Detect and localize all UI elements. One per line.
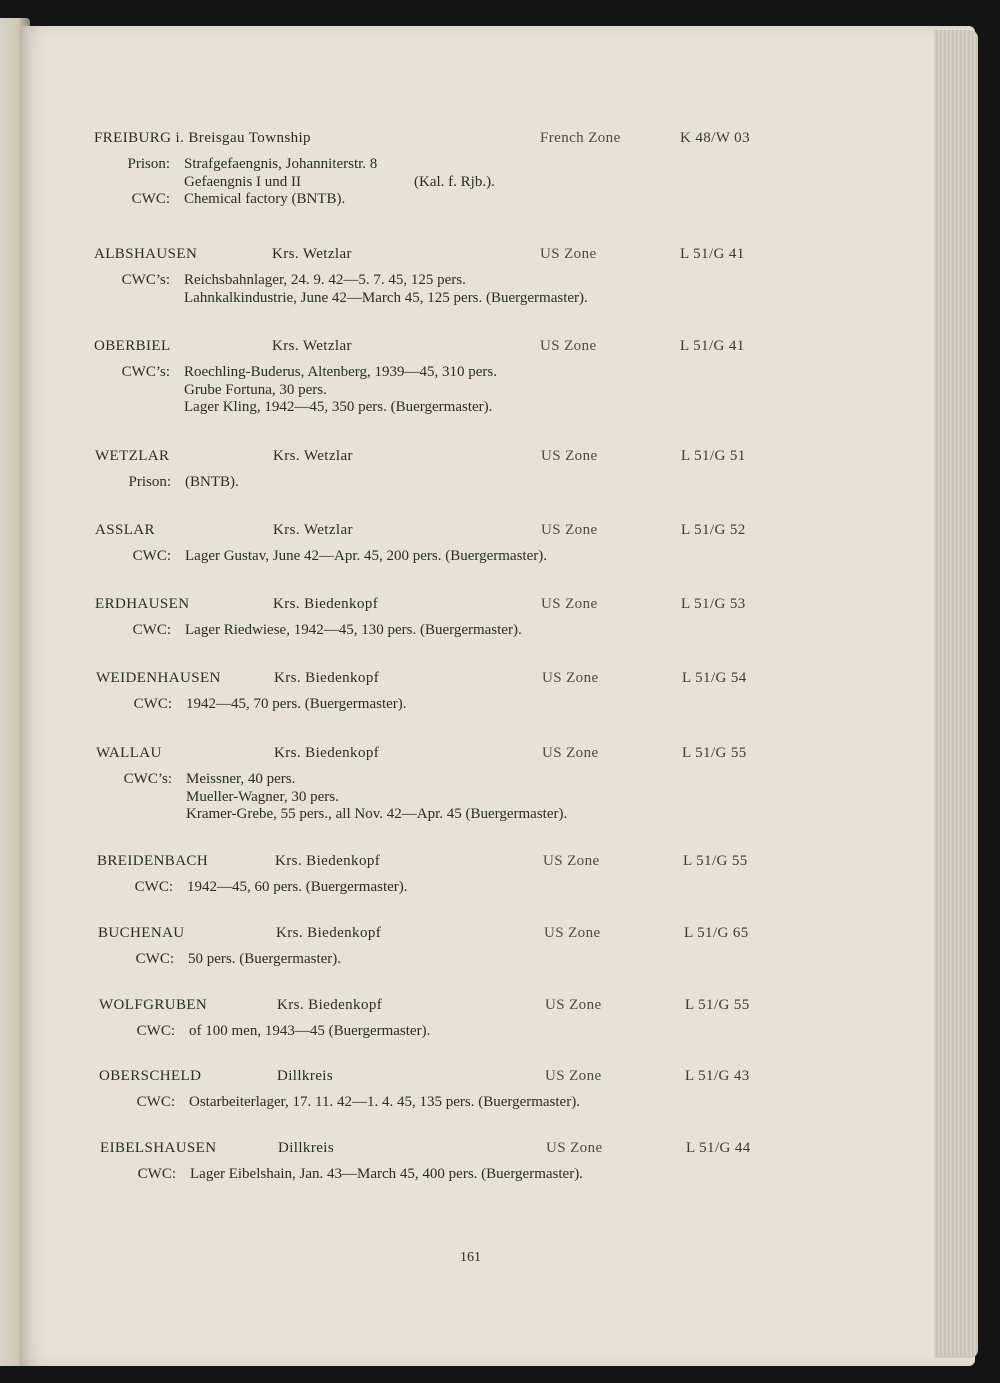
zone-label: US Zone [542, 670, 599, 686]
entry-text: Gefaengnis I und II [184, 173, 302, 190]
entry-text: Mueller-Wagner, 30 pers. [186, 788, 339, 805]
entry-text: Lager Kling, 1942—45, 350 pers. (Buergermaster). [184, 399, 493, 415]
entry-text: Reichsbahnlager, 24. 9. 42—5. 7. 45, 125 pers. [184, 272, 466, 288]
district-name: Krs. Wetzlar [273, 448, 353, 464]
zone-label: US Zone [540, 246, 597, 262]
zone-label: French Zone [540, 130, 621, 146]
zone-label: US Zone [546, 1140, 603, 1156]
entry-label: CWC’s: [121, 272, 170, 288]
entry-text: (BNTB). [185, 474, 239, 490]
map-coordinate: L 51/G 44 [686, 1140, 751, 1156]
page-number: 161 [460, 1250, 481, 1265]
town-name: WEIDENHAUSEN [96, 670, 221, 686]
entry-text: 1942—45, 60 pers. (Buergermaster). [187, 879, 408, 895]
entry-text: Chemical factory (BNTB). [184, 191, 346, 207]
zone-label: US Zone [541, 448, 598, 464]
entry-label: Prison: [128, 474, 171, 490]
entry-text: 50 pers. (Buergermaster). [188, 951, 342, 967]
district-name: Dillkreis [277, 1068, 334, 1084]
zone-label: US Zone [545, 997, 602, 1013]
map-coordinate: L 51/G 55 [682, 745, 747, 761]
town-name: ERDHAUSEN [95, 596, 190, 612]
entry-label: CWC: [137, 1166, 176, 1182]
entry-label: CWC: [134, 879, 173, 895]
district-name: Krs. Wetzlar [273, 522, 353, 538]
map-coordinate: L 51/G 43 [685, 1068, 750, 1084]
town-name: EIBELSHAUSEN [100, 1140, 217, 1156]
map-coordinate: L 51/G 65 [684, 925, 749, 941]
zone-label: US Zone [541, 522, 598, 538]
zone-label: US Zone [545, 1068, 602, 1084]
district-name: Krs. Biedenkopf [275, 853, 381, 869]
town-name: FREIBURG i. Breisgau Township [94, 130, 311, 146]
entry-text: Ostarbeiterlager, 17. 11. 42—1. 4. 45, 135 pers. (Buergermaster). [189, 1094, 580, 1110]
map-coordinate: K 48/W 03 [680, 130, 750, 146]
entry-label: CWC: [135, 951, 174, 967]
district-name: Krs. Wetzlar [272, 338, 352, 354]
entry-text: Lahnkalkindustrie, June 42—March 45, 125 pers. (Buergermaster). [184, 289, 588, 306]
district-name: Krs. Biedenkopf [273, 596, 379, 612]
entry-text: Kramer-Grebe, 55 pers., all Nov. 42—Apr. 45 (Buergermaster). [186, 806, 568, 822]
map-coordinate: L 51/G 53 [681, 596, 746, 612]
town-name: WALLAU [96, 745, 162, 761]
source-note: (Kal. f. Rjb.). [414, 173, 495, 190]
town-name: BUCHENAU [98, 925, 185, 941]
map-coordinate: L 51/G 41 [680, 338, 745, 354]
district-name: Krs. Biedenkopf [274, 745, 380, 761]
town-name: ALBSHAUSEN [94, 246, 198, 262]
map-coordinate: L 51/G 41 [680, 246, 745, 262]
entry-label: CWC: [131, 191, 170, 207]
district-name: Dillkreis [278, 1140, 335, 1156]
entry-label: CWC’s: [121, 364, 170, 380]
zone-label: US Zone [544, 925, 601, 941]
map-coordinate: L 51/G 55 [685, 997, 750, 1013]
entry-label: CWC: [132, 548, 171, 564]
entry-label: CWC’s: [123, 771, 172, 787]
entry-label: CWC: [132, 622, 171, 638]
town-name: ASSLAR [95, 522, 155, 538]
zone-label: US Zone [541, 596, 598, 612]
entry-label: CWC: [136, 1094, 175, 1110]
entry-label: CWC: [133, 696, 172, 712]
map-coordinate: L 51/G 52 [681, 522, 746, 538]
zone-label: US Zone [543, 853, 600, 869]
town-name: BREIDENBACH [97, 853, 209, 869]
town-name: OBERSCHELD [99, 1068, 202, 1084]
entry-text: Roechling-Buderus, Altenberg, 1939—45, 310 pers. [184, 364, 498, 380]
entry-text: Meissner, 40 pers. [186, 771, 296, 787]
entry-label: Prison: [127, 156, 170, 172]
entry-text: Lager Riedwiese, 1942—45, 130 pers. (Buergermaster). [185, 622, 522, 638]
zone-label: US Zone [542, 745, 599, 761]
entry-text: Lager Gustav, June 42—Apr. 45, 200 pers. (Buergermaster). [185, 548, 547, 564]
zone-label: US Zone [540, 338, 597, 354]
entry-label: CWC: [136, 1023, 175, 1039]
district-name: Krs. Biedenkopf [277, 997, 383, 1013]
town-name: WETZLAR [95, 448, 170, 464]
entry-text: Lager Eibelshain, Jan. 43—March 45, 400 pers. (Buergermaster). [190, 1166, 583, 1182]
district-name: Krs. Biedenkopf [274, 670, 380, 686]
entry-text: Strafgefaengnis, Johanniterstr. 8 [184, 156, 378, 172]
map-coordinate: L 51/G 55 [683, 853, 748, 869]
entry-text: Grube Fortuna, 30 pers. [184, 381, 327, 398]
district-name: Krs. Wetzlar [272, 246, 352, 262]
map-coordinate: L 51/G 54 [682, 670, 747, 686]
town-name: OBERBIEL [94, 338, 171, 354]
town-name: WOLFGRUBEN [99, 997, 208, 1013]
entry-text: of 100 men, 1943—45 (Buergermaster). [189, 1023, 431, 1039]
district-name: Krs. Biedenkopf [276, 925, 382, 941]
map-coordinate: L 51/G 51 [681, 448, 746, 464]
entry-text: 1942—45, 70 pers. (Buergermaster). [186, 696, 407, 712]
